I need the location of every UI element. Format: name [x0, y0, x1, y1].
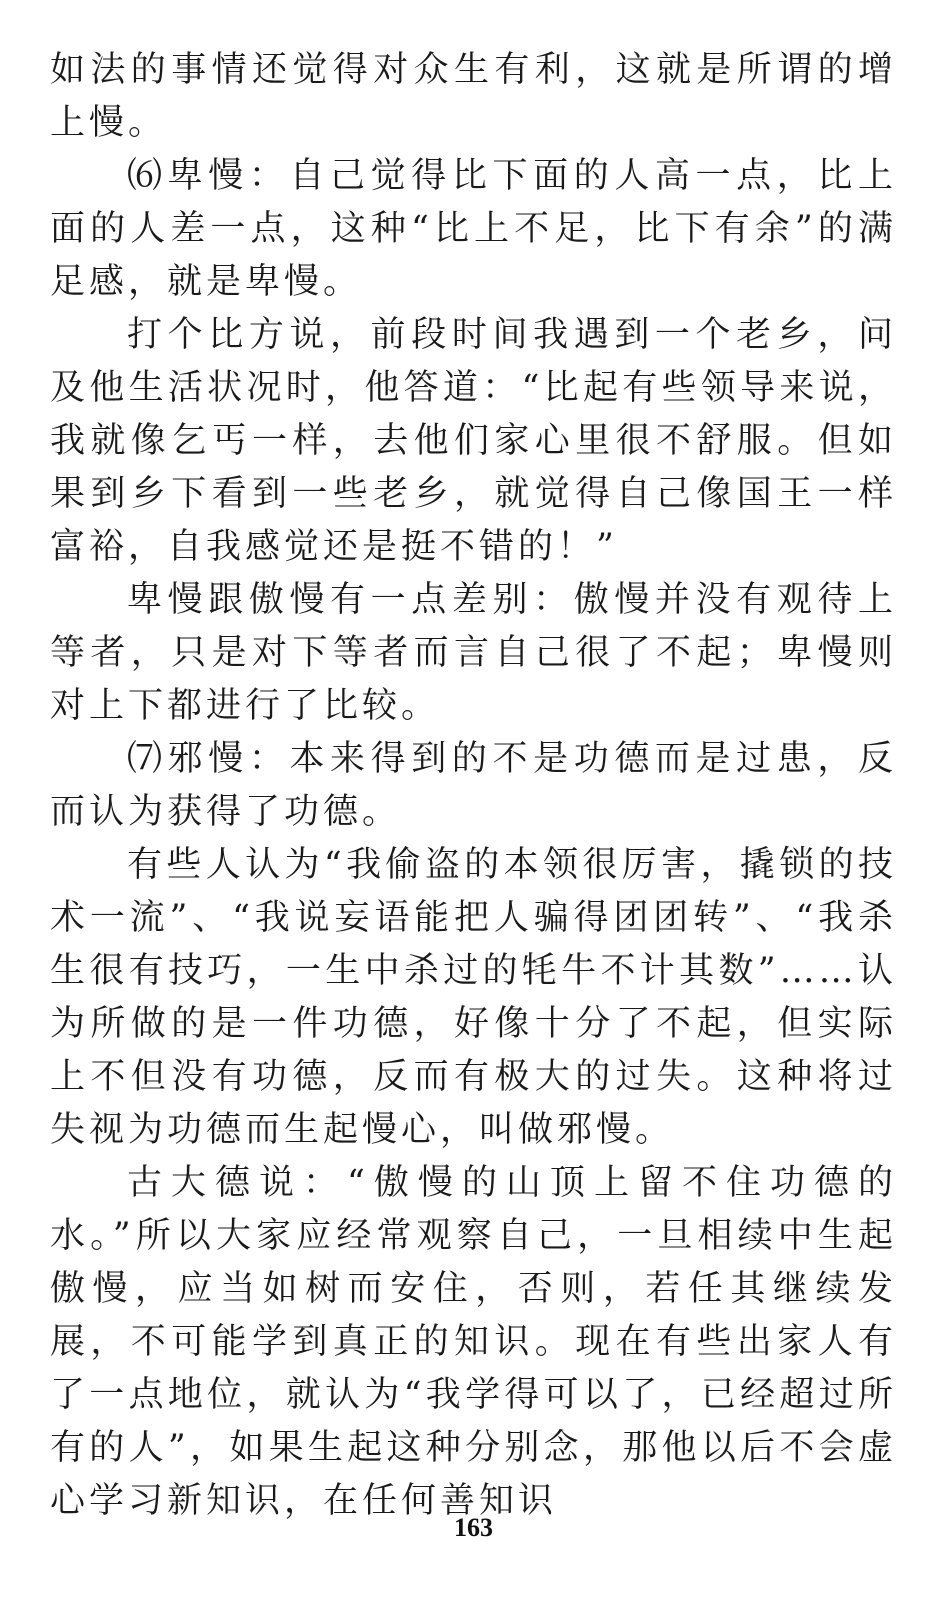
paragraph-difference: 卑慢跟傲慢有一点差别：傲慢并没有观待上等者，只是对下等者而言自己很了不起；卑慢则对上下都进行了比较。: [50, 580, 897, 726]
page-body: [50, 44, 897, 1528]
paragraph-inferior-pride: ⑹卑慢：自己觉得比下面的人高一点，比上面的人差一点，这种“比上不足，比下有余”的满足感，就是卑慢。: [50, 156, 897, 302]
page-number: 163: [454, 1513, 493, 1542]
paragraph-wrong-pride: ⑺邪慢：本来得到的不是功德而是过患，反而认为获得了功德。: [50, 739, 897, 832]
paragraph-wrong-pride-example: 有些人认为“我偷盗的本领很厉害，撬锁的技术一流”、“我说妄语能把人骗得团团转”、“我杀生很有技巧，一生中杀过的牦牛不计其数”……认为所做的是一件功德，好像十分了不起，但实际上不但没有功德，反而有极大的过失。这种将过失视为功德而生起慢心，叫做邪慢。: [50, 845, 897, 1150]
paragraph-example: 打个比方说，前段时间我遇到一个老乡，问及他生活状况时，他答道：“比起有些领导来说，我就像乞丐一样，去他们家心里很不舒服。但如果到乡下看到一些老乡，就觉得自己像国王一样富裕，自我感觉还是挺不错的！”: [50, 315, 897, 567]
paragraph-ancient-saying: 古大德说：“傲慢的山顶上留不住功德的水。”所以大家应经常观察自己，一旦相续中生起傲慢，应当如树而安住，否则，若任其继续发展，不可能学到真正的知识。现在有些出家人有了一点地位，就认为“我学得可以了，已经超过所有的人”，如果生起这种分别念，那他以后不会虚心学习新知识，在任何善知识: [50, 1163, 897, 1521]
paragraph-continued: 如法的事情还觉得对众生有利，这就是所谓的增上慢。: [50, 50, 897, 143]
